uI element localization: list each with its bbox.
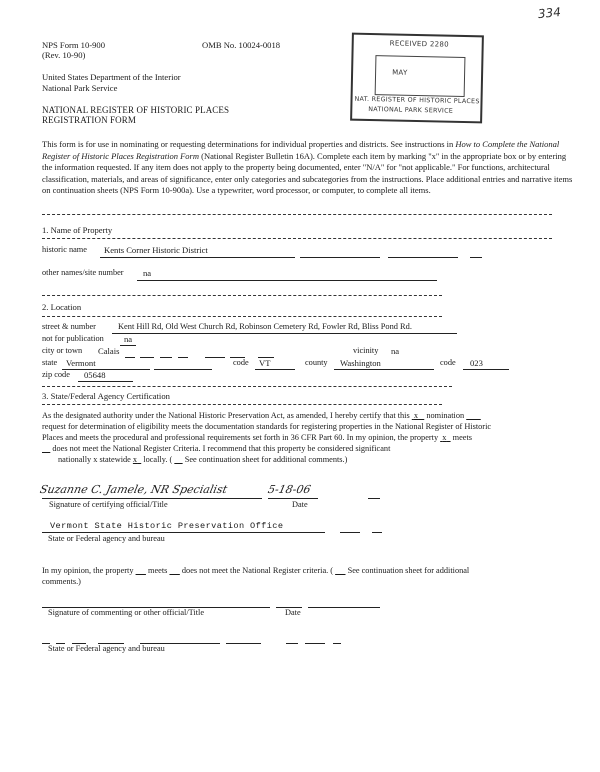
opinion-text: meets xyxy=(145,566,170,575)
date-label: Date xyxy=(292,500,308,509)
opinion-text: In my opinion, the property xyxy=(42,566,136,575)
city-value[interactable]: Calais xyxy=(98,346,120,356)
divider xyxy=(42,295,442,296)
divider xyxy=(42,214,552,215)
certification-text: locally. ( xyxy=(141,455,175,464)
opinion-continuation-checkbox[interactable] xyxy=(335,566,345,575)
certification-line-5 xyxy=(58,455,347,465)
stamp-footer-line2: NATIONAL PARK SERVICE xyxy=(368,105,454,115)
underline-segment xyxy=(178,357,188,358)
underline-segment xyxy=(340,532,360,533)
section-1-heading: 1. Name of Property xyxy=(42,225,113,235)
street-underline xyxy=(112,333,457,334)
certification-line-2: request for determination of eligibility meets the documentation standards for registering properties in the National Register of Historic xyxy=(42,422,492,431)
underline-segment xyxy=(160,357,172,358)
form-title-line1: NATIONAL REGISTER OF HISTORIC PLACES xyxy=(42,105,230,115)
certification-text: nomination xyxy=(424,411,467,420)
state-code-underline xyxy=(255,369,295,370)
omb-number: OMB No. 10024-0018 xyxy=(202,40,281,50)
request-checkbox[interactable] xyxy=(466,411,481,420)
vicinity-value[interactable]: na xyxy=(391,346,400,356)
underline-segment xyxy=(125,357,135,358)
nomination-mark: x xyxy=(413,411,419,420)
form-revision: (Rev. 10-90) xyxy=(42,50,86,60)
not-for-publication-label: not for publication xyxy=(42,334,104,343)
underline-segment xyxy=(305,643,325,644)
certification-line-4 xyxy=(42,444,390,454)
instructions-italic-title: How to Complete the National Register of Historic Places Registration Form xyxy=(42,139,560,161)
stamp-footer-line1: NAT. REGISTER OF HISTORIC PLACES xyxy=(354,95,480,106)
received-stamp xyxy=(350,33,484,124)
county-label: county xyxy=(305,358,328,367)
vicinity-label: vicinity xyxy=(353,346,379,355)
county-value[interactable]: Washington xyxy=(340,358,381,368)
zip-value[interactable]: 05648 xyxy=(84,370,106,380)
certification-text: See continuation sheet for additional comments.) xyxy=(182,455,348,464)
certifying-agency-value[interactable]: Vermont State Historic Preservation Office xyxy=(50,521,284,531)
zip-label: zip code xyxy=(42,370,70,379)
historic-name-value[interactable]: Kents Corner Historic District xyxy=(104,245,208,255)
opinion-does-not-meet-checkbox[interactable] xyxy=(169,566,179,575)
certification-text: meets xyxy=(450,433,472,442)
certification-text: statewide xyxy=(97,455,133,464)
statewide-checkbox[interactable] xyxy=(133,455,141,464)
underline-segment xyxy=(205,357,225,358)
street-value[interactable]: Kent Hill Rd, Old West Church Rd, Robinson Cemetery Rd, Fowler Rd, Bliss Pond Rd. xyxy=(118,322,412,331)
nomination-checkbox[interactable] xyxy=(412,411,424,420)
underline-segment xyxy=(308,607,380,608)
state-value[interactable]: Vermont xyxy=(66,358,96,368)
agency-underline xyxy=(42,532,325,533)
statewide-mark: x xyxy=(132,455,138,464)
underline-segment xyxy=(368,498,380,499)
department-name: United States Department of the Interior xyxy=(42,72,181,82)
county-code-underline xyxy=(463,369,509,370)
section-2-heading: 2. Location xyxy=(42,302,82,312)
state-underline xyxy=(62,369,150,370)
underline-segment xyxy=(226,643,261,644)
underline-segment xyxy=(300,257,380,258)
state-label: state xyxy=(42,358,58,367)
county-code-value[interactable]: 023 xyxy=(470,358,483,368)
not-for-publication-value[interactable]: na xyxy=(124,334,133,344)
certifying-signature: Suzanne C. Jamele, NR Specialist xyxy=(38,483,229,496)
form-title-line2: REGISTRATION FORM xyxy=(42,115,136,125)
underline-segment xyxy=(154,369,212,370)
service-name: National Park Service xyxy=(42,83,118,93)
historic-name-label: historic name xyxy=(42,245,87,254)
divider xyxy=(42,386,452,387)
commenting-signature-label: Signature of commenting or other official/Title xyxy=(48,608,204,617)
underline-segment xyxy=(140,357,154,358)
county-code-label: code xyxy=(440,358,456,367)
handwritten-page-number: 334 xyxy=(537,4,562,22)
stamp-month: MAY xyxy=(392,68,408,77)
opinion-meets-checkbox[interactable] xyxy=(136,566,146,575)
certification-text: As the designated authority under the National Historic Preservation Act, as amended, I hereby certify that this xyxy=(42,411,412,420)
certification-text: does not meet the National Register Criteria. I recommend that this property be considered significant xyxy=(50,444,391,453)
form-number: NPS Form 10-900 xyxy=(42,40,106,50)
continuation-checkbox[interactable] xyxy=(174,455,182,464)
stamp-inner-box xyxy=(375,55,466,97)
underline-segment xyxy=(372,532,382,533)
state-code-value[interactable]: VT xyxy=(259,358,271,368)
other-names-label: other names/site number xyxy=(42,268,124,277)
city-label: city or town xyxy=(42,346,83,355)
signature-label: Signature of certifying official/Title xyxy=(49,500,168,509)
other-names-value[interactable]: na xyxy=(143,268,152,278)
opinion-text: See continuation sheet for additional xyxy=(345,566,470,575)
underline-segment xyxy=(333,643,341,644)
historic-name-underline xyxy=(100,257,295,258)
signature-underline xyxy=(42,498,262,499)
divider xyxy=(42,316,442,317)
zip-underline xyxy=(78,381,133,382)
certification-text: nationally xyxy=(58,455,94,464)
underline-segment xyxy=(268,498,318,499)
opinion-line-2: comments.) xyxy=(42,577,81,586)
certification-line-1 xyxy=(42,411,481,421)
stamp-received-label: RECEIVED 2280 xyxy=(389,39,449,49)
commenting-agency-label: State or Federal agency and bureau xyxy=(48,644,165,653)
instructions-paragraph xyxy=(42,139,574,197)
agency-label: State or Federal agency and bureau xyxy=(48,534,165,543)
instructions-text-2: (National Register Bulletin 16A). Complete each item by marking "x" in the appropriate box or by entering the information requested. If any item does not apply to the property being documented, enter "N/A" for "not applicable." For functions, architectural classification, materials, and areas of significance, enter only categories and subcategories from the instructions. Place additional entries and narrative items on continuation sheets (NPS Form 10-900a). Use a typewriter, word processor, or computer, to complete all items. xyxy=(42,150,573,195)
instructions-text-1: This form is for use in nominating or requesting determinations for individual properties and districts. See instructions in xyxy=(42,139,456,149)
underline-segment xyxy=(388,257,458,258)
not-for-publication-underline xyxy=(120,345,136,346)
divider xyxy=(42,404,442,405)
divider xyxy=(42,238,552,239)
underline-segment xyxy=(470,257,482,258)
opinion-text: does not meet the National Register criteria. ( xyxy=(179,566,336,575)
opinion-line-1 xyxy=(42,566,469,576)
meets-checkbox[interactable] xyxy=(440,433,450,442)
other-names-underline xyxy=(137,280,437,281)
nationally-mark[interactable]: x xyxy=(93,455,98,464)
county-underline xyxy=(334,369,434,370)
certification-line-3 xyxy=(42,433,472,443)
meets-mark: x xyxy=(442,433,447,442)
state-code-label: code xyxy=(233,358,249,367)
section-3-heading: 3. State/Federal Agency Certification xyxy=(42,391,170,401)
certification-text: Places and meets the procedural and professional requirements set forth in 36 CFR Part 60. In my opinion, the property xyxy=(42,433,441,442)
commenting-date-label: Date xyxy=(285,608,301,617)
street-label: street & number xyxy=(42,322,96,331)
certifying-date: 5-18-06 xyxy=(266,483,312,496)
underline-segment xyxy=(286,643,298,644)
